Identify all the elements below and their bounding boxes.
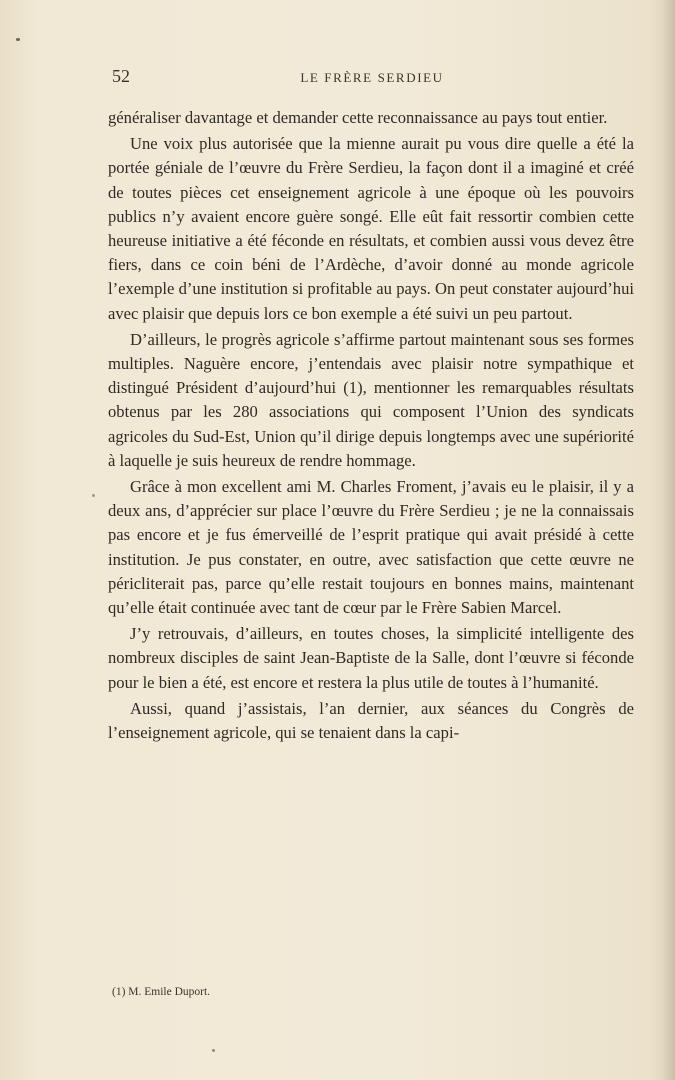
paragraph: Aussi, quand j’assistais, l’an dernier, aux séances du Congrès de l’enseignement agricole, qui se tenaient dans la capi- xyxy=(108,698,634,743)
page-header xyxy=(112,66,632,88)
footnote: (1) M. Emile Duport. xyxy=(112,986,211,998)
paragraph-continued: généraliser davantage et demander cette reconnaissance au pays tout entier. xyxy=(108,108,608,127)
paragraph: J’y retrouvais, d’ailleurs, en toutes choses, la simplicité intelligente des nombreux disciples de saint Jean-Baptiste de la Salle, dont l’œuvre si féconde pour le bien a été, est encore et restera la plus utile de toutes à l’humanité. xyxy=(108,624,634,692)
body-text xyxy=(108,106,634,747)
page-edge-shadow xyxy=(661,0,675,1080)
paper-speck xyxy=(92,494,95,497)
paper-speck xyxy=(16,38,20,41)
paragraph: D’ailleurs, le progrès agricole s’affirme partout maintenant sous ses formes multiples. Naguère encore, j’entendais avec plaisir notre sympathique et distingué Président d’aujourd’hui (1), mentionner les remarquables résultats obtenus par les 280 associations qui composent l’Union des syndicats agricoles du Sud-Est, Union qu’il dirige depuis longtemps avec une supériorité à laquelle je suis heureux de rendre hommage. xyxy=(108,329,634,470)
paragraph: Grâce à mon excellent ami M. Charles Froment, j’avais eu le plaisir, il y a deux ans, d’apprécier sur place l’œuvre du Frère Serdieu ; je ne la connaissais pas encore et je fus émerveillé de l’esprit pratique qui avait présidé à cette institution. Je pus constater, en outre, avec satisfaction que cette œuvre ne péricliterait pas, parce qu’elle restait toujours en bonnes mains, maintenant qu’elle était continuée avec tant de cœur par le Frère Sabien Marcel. xyxy=(108,477,634,618)
paper-speck xyxy=(212,1049,215,1052)
page-number: 52 xyxy=(112,66,130,86)
running-title: LE FRÈRE SERDIEU xyxy=(300,70,444,85)
paragraph: Une voix plus autorisée que la mienne aurait pu vous dire quelle a été la portée géniale de l’œuvre du Frère Serdieu, la façon dont il a imaginé et créé de toutes pièces cet enseignement agricole à une époque où les pouvoirs publics n’y avaient encore guère songé. Elle eût fait ressortir combien cette heureuse initiative a été féconde en résultats, et combien aussi vous devez être fiers, dans ce coin béni de l’Ardèche, d’avoir donné au monde agricole l’exemple d’une institution si profitable au pays. On peut constater aujourd’hui avec plaisir que depuis lors ce bon exemple a été suivi un peu partout. xyxy=(108,134,634,323)
